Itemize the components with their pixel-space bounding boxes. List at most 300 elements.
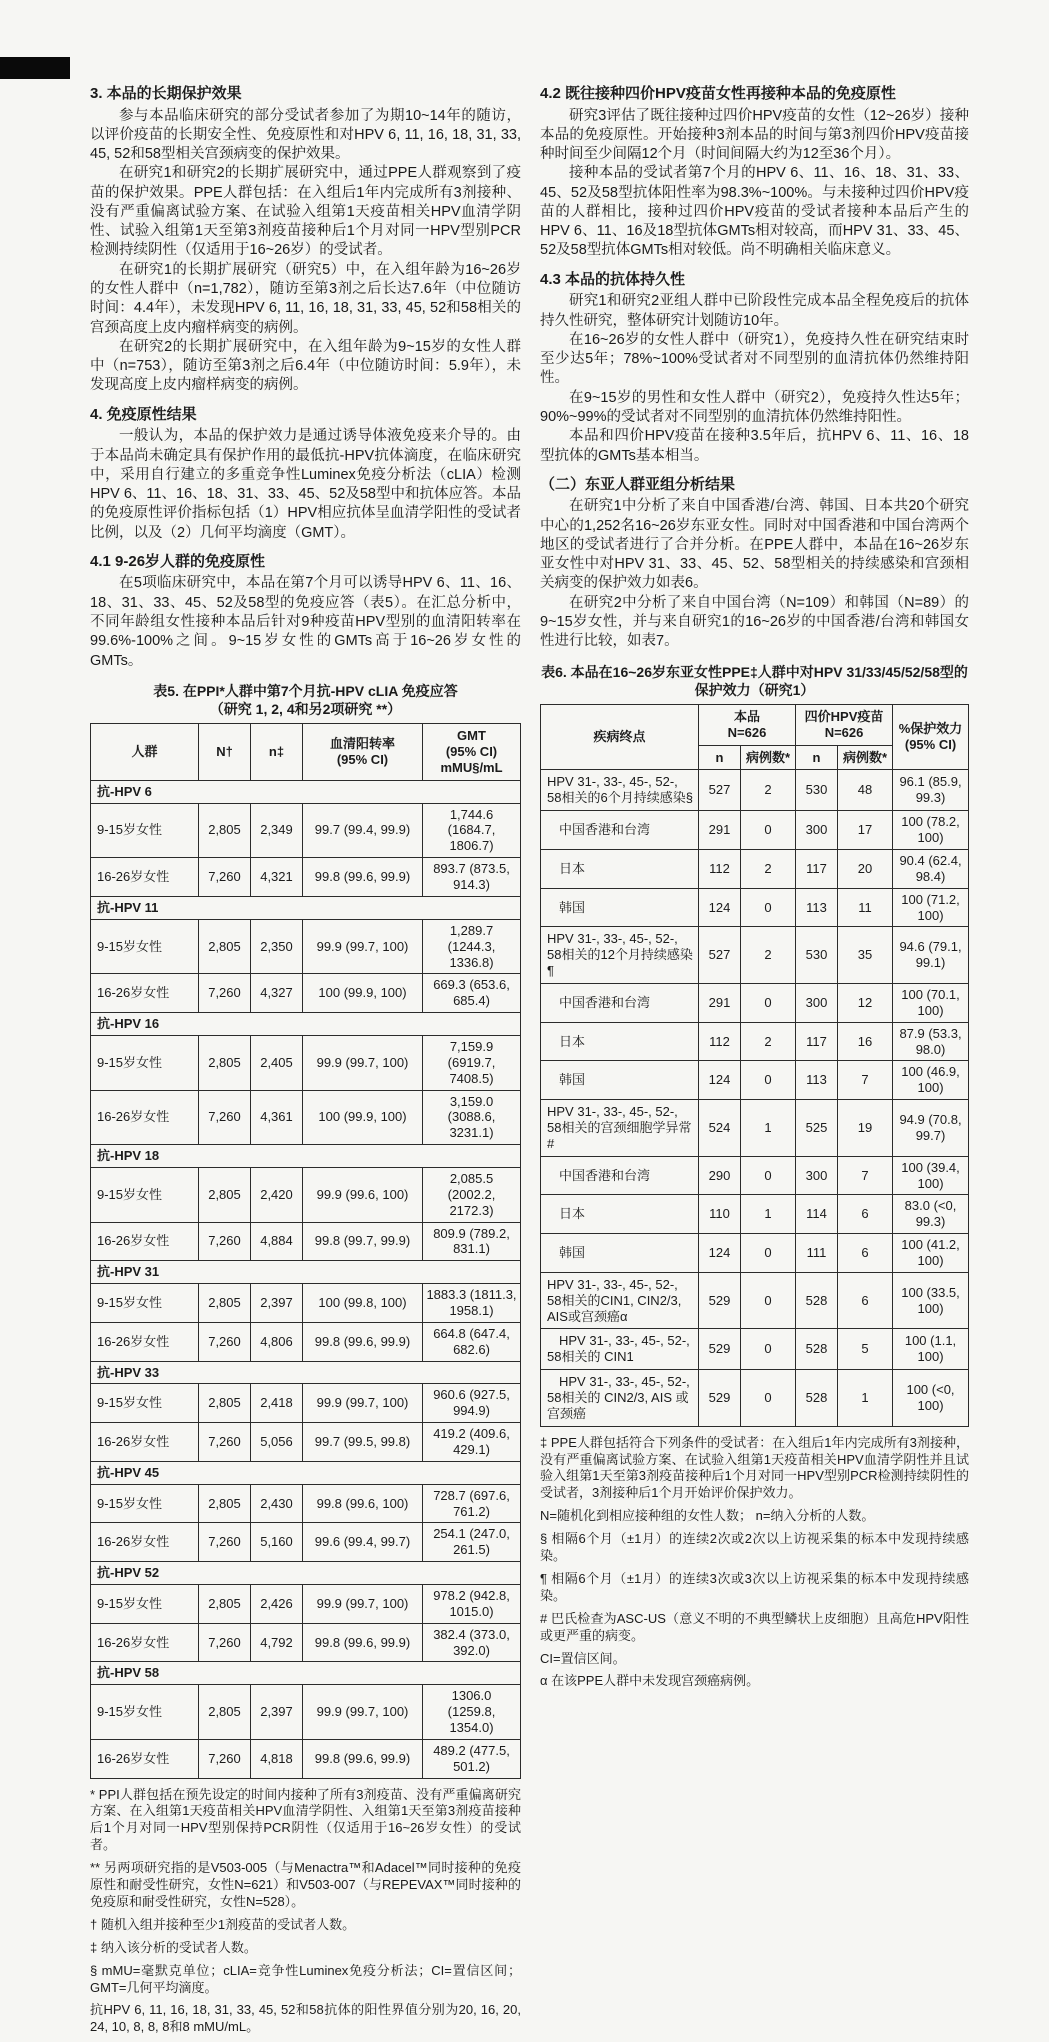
table-row xyxy=(91,1523,521,1562)
value-cell: 300 xyxy=(796,983,838,1022)
table5-group-label: 抗-HPV 31 xyxy=(91,1261,521,1284)
value-cell: 529 xyxy=(699,1329,741,1370)
value-cell: 0 xyxy=(741,811,796,850)
table5-col-population: 人群 xyxy=(91,724,199,781)
endpoint-cell: 中国香港和台湾 xyxy=(541,1156,699,1195)
value-cell: 2,349 xyxy=(251,803,303,858)
value-cell: 100 (99.9, 100) xyxy=(303,1090,423,1145)
paragraph: 在研究2的长期扩展研究中，在入组年龄为9~15岁的女性人群中（n=753），随访至第3剂之后6.4年（中位随访时间：5.9年），未发现高度上皮内瘤样病变的病例。 xyxy=(90,338,521,394)
table-row xyxy=(541,1195,969,1234)
table5-group-row xyxy=(91,1261,521,1284)
table-row xyxy=(541,888,969,927)
value-cell: 0 xyxy=(741,1272,796,1329)
value-cell: 254.1 (247.0, 261.5) xyxy=(423,1523,521,1562)
value-cell: 20 xyxy=(838,849,893,888)
table5-group-row xyxy=(91,1461,521,1484)
table-row xyxy=(541,1022,969,1061)
population-cell: 16-26岁女性 xyxy=(91,1423,199,1462)
table5-group-label: 抗-HPV 33 xyxy=(91,1361,521,1384)
value-cell: 11 xyxy=(838,888,893,927)
table6-col-qhpv: 四价HPV疫苗 N=626 xyxy=(796,704,893,745)
table-row xyxy=(541,983,969,1022)
value-cell: 3,159.0 (3088.6, 3231.1) xyxy=(423,1090,521,1145)
value-cell: 1 xyxy=(741,1195,796,1234)
value-cell: 100 (71.2, 100) xyxy=(893,888,969,927)
value-cell: 117 xyxy=(796,1022,838,1061)
paragraph: 一般认为，本品的保护效力是通过诱导体液免疫来介导的。由于本品尚未确定具有保护作用的最低抗-HPV抗体滴度，在临床研究中，采用自行建立的多重竞争性Luminex免疫分析法（cLIA）检测HPV 6、11、16、18、31、33、45、52及58型中和抗体应答。本品的免疫原性评价指标包括（1）HPV相应抗体呈血清学阳性的受试者比例，以及（2）几何平均滴度（GMT）。 xyxy=(90,428,521,541)
table5-group-row xyxy=(91,896,521,919)
value-cell: 99.9 (99.7, 100) xyxy=(303,1585,423,1624)
value-cell: 100 (<0, 100) xyxy=(893,1370,969,1427)
value-cell: 94.9 (70.8, 99.7) xyxy=(893,1100,969,1157)
value-cell: 1,744.6 (1684.7, 1806.7) xyxy=(423,803,521,858)
value-cell: 96.1 (85.9, 99.3) xyxy=(893,770,969,811)
value-cell: 4,792 xyxy=(251,1623,303,1662)
footnote: ¶ 相隔6个月（±1月）的连续3次或3次以上访视采集的标本中发现持续感染。 xyxy=(540,1570,969,1603)
value-cell: 7,260 xyxy=(199,1090,251,1145)
value-cell: 100 (46.9, 100) xyxy=(893,1061,969,1100)
value-cell: 0 xyxy=(741,1329,796,1370)
endpoint-cell: HPV 31-, 33-, 45-, 52-, 58相关的6个月持续感染§ xyxy=(541,770,699,811)
value-cell: 87.9 (53.3, 98.0) xyxy=(893,1022,969,1061)
value-cell: 99.8 (99.6, 99.9) xyxy=(303,1739,423,1778)
table-row xyxy=(91,1284,521,1323)
table5-group-label: 抗-HPV 58 xyxy=(91,1662,521,1685)
value-cell: 117 xyxy=(796,849,838,888)
population-cell: 9-15岁女性 xyxy=(91,1484,199,1523)
table6 xyxy=(540,704,969,1427)
footnote: CI=置信区间。 xyxy=(540,1650,626,1666)
population-cell: 16-26岁女性 xyxy=(91,1523,199,1562)
table5-group-label: 抗-HPV 16 xyxy=(91,1013,521,1036)
table5-group-row xyxy=(91,780,521,803)
table6-title-line1: 表6. 本品在16~26岁东亚女性PPE‡人群中对HPV 31/33/45/52/58型的 xyxy=(541,663,968,680)
table6-body xyxy=(541,770,969,1426)
population-cell: 9-15岁女性 xyxy=(91,919,199,974)
value-cell: 112 xyxy=(699,1022,741,1061)
endpoint-cell: 日本 xyxy=(541,1022,699,1061)
value-cell: 7,159.9 (6919.7, 7408.5) xyxy=(423,1035,521,1090)
table-row xyxy=(91,1167,521,1222)
value-cell: 6 xyxy=(838,1272,893,1329)
value-cell: 291 xyxy=(699,811,741,850)
value-cell: 99.9 (99.7, 100) xyxy=(303,1035,423,1090)
endpoint-cell: HPV 31-, 33-, 45-, 52-, 58相关的12个月持续感染¶ xyxy=(541,927,699,984)
section-4-2-paragraphs xyxy=(540,107,969,261)
value-cell: 525 xyxy=(796,1100,838,1157)
value-cell: 2 xyxy=(741,849,796,888)
value-cell: 530 xyxy=(796,927,838,984)
table-row xyxy=(91,1623,521,1662)
table5-group-label: 抗-HPV 11 xyxy=(91,896,521,919)
value-cell: 382.4 (373.0, 392.0) xyxy=(423,1623,521,1662)
paragraph: 在研究1和研究2的长期扩展研究中，通过PPE人群观察到了疫苗的保护效果。PPE人群包括：在入组后1年内完成所有3剂接种、没有严重偏离试验方案、在试验入组第1天疫苗相关HPV血清学阴性、试验入组第1天至第3剂疫苗接种后1个月对同一HPV型别PCR检测持续阴性（仅适用于16~26岁）的受试者。 xyxy=(90,165,521,259)
value-cell: 529 xyxy=(699,1272,741,1329)
value-cell: 7,260 xyxy=(199,974,251,1013)
paragraph: 接种本品的受试者第7个月的HPV 6、11、16、18、31、33、45、52及58型抗体阳性率为98.3%~100%。与未接种过四价HPV疫苗的人群相比，接种过四价HPV疫苗的受试者接种本品后产生的HPV 6、11、16及18型抗体GMTs相对较高，而HPV 31、33、45、52及58型抗体GMTs相对较低。尚不明确相关临床意义。 xyxy=(540,165,969,259)
value-cell: 728.7 (697.6, 761.2) xyxy=(423,1484,521,1523)
table-row xyxy=(541,1156,969,1195)
table-row xyxy=(91,803,521,858)
value-cell: 528 xyxy=(796,1329,838,1370)
value-cell: 6 xyxy=(838,1195,893,1234)
value-cell: 2 xyxy=(741,770,796,811)
population-cell: 16-26岁女性 xyxy=(91,1222,199,1261)
value-cell: 1 xyxy=(838,1370,893,1427)
table-row xyxy=(91,1222,521,1261)
value-cell: 2,418 xyxy=(251,1384,303,1423)
population-cell: 9-15岁女性 xyxy=(91,1035,199,1090)
endpoint-cell: 韩国 xyxy=(541,1061,699,1100)
right-column xyxy=(540,84,969,1696)
section-east-asia-heading: （二）东亚人群亚组分析结果 xyxy=(540,475,736,493)
value-cell: 7 xyxy=(838,1156,893,1195)
endpoint-cell: HPV 31-, 33-, 45-, 52-, 58相关的CIN1, CIN2/3, AIS或宫颈癌α xyxy=(541,1272,699,1329)
endpoint-cell: 日本 xyxy=(541,849,699,888)
table5-group-row xyxy=(91,1013,521,1036)
table-row xyxy=(91,1322,521,1361)
table-row xyxy=(91,1739,521,1778)
table5-group-label: 抗-HPV 6 xyxy=(91,780,521,803)
population-cell: 9-15岁女性 xyxy=(91,803,199,858)
footnote: α 在该PPE人群中未发现宫颈癌病例。 xyxy=(540,1673,760,1689)
endpoint-cell: 韩国 xyxy=(541,888,699,927)
value-cell: 5,056 xyxy=(251,1423,303,1462)
table6-title-line2: 保护效力（研究1） xyxy=(694,681,815,698)
population-cell: 9-15岁女性 xyxy=(91,1284,199,1323)
value-cell: 300 xyxy=(796,811,838,850)
value-cell: 2 xyxy=(741,927,796,984)
footnote: ‡ 纳入该分析的受试者人数。 xyxy=(90,1939,257,1955)
value-cell: 669.3 (653.6, 685.4) xyxy=(423,974,521,1013)
table-row xyxy=(91,1685,521,1740)
population-cell: 16-26岁女性 xyxy=(91,1623,199,1662)
table-row xyxy=(541,770,969,811)
value-cell: 2,805 xyxy=(199,803,251,858)
value-cell: 2 xyxy=(741,1022,796,1061)
value-cell: 4,321 xyxy=(251,858,303,897)
value-cell: 419.2 (409.6, 429.1) xyxy=(423,1423,521,1462)
value-cell: 19 xyxy=(838,1100,893,1157)
table5-col-seroconversion: 血清阳转率 (95% CI) xyxy=(303,724,423,781)
left-column xyxy=(90,84,521,2042)
value-cell: 524 xyxy=(699,1100,741,1157)
section-4-1-heading: 4.1 9-26岁人群的免疫原性 xyxy=(90,552,266,570)
section-4-1-paragraphs xyxy=(90,574,521,670)
value-cell: 94.6 (79.1, 99.1) xyxy=(893,927,969,984)
table6-header-row-1 xyxy=(541,704,969,745)
value-cell: 489.2 (477.5, 501.2) xyxy=(423,1739,521,1778)
value-cell: 4,884 xyxy=(251,1222,303,1261)
value-cell: 978.2 (942.8, 1015.0) xyxy=(423,1585,521,1624)
population-cell: 9-15岁女性 xyxy=(91,1585,199,1624)
table-row xyxy=(541,927,969,984)
value-cell: 300 xyxy=(796,1156,838,1195)
table-row xyxy=(91,1035,521,1090)
table5-title-line1: 表5. 在PPI*人群中第7个月抗-HPV cLIA 免疫应答 xyxy=(153,682,458,699)
value-cell: 2,397 xyxy=(251,1685,303,1740)
value-cell: 664.8 (647.4, 682.6) xyxy=(423,1322,521,1361)
value-cell: 960.6 (927.5, 994.9) xyxy=(423,1384,521,1423)
value-cell: 113 xyxy=(796,888,838,927)
value-cell: 2,805 xyxy=(199,1685,251,1740)
value-cell: 114 xyxy=(796,1195,838,1234)
section-4-2-heading: 4.2 既往接种四价HPV疫苗女性再接种本品的免疫原性 xyxy=(540,85,896,102)
value-cell: 35 xyxy=(838,927,893,984)
value-cell: 99.9 (99.7, 100) xyxy=(303,919,423,974)
table-row xyxy=(91,1090,521,1145)
footnote: N=随机化到相应接种组的女性人数； n=纳入分析的人数。 xyxy=(540,1508,875,1524)
value-cell: 124 xyxy=(699,1061,741,1100)
value-cell: 17 xyxy=(838,811,893,850)
section-3-paragraphs xyxy=(90,107,521,396)
endpoint-cell: HPV 31-, 33-, 45-, 52-, 58相关的 CIN1 xyxy=(541,1329,699,1370)
value-cell: 0 xyxy=(741,1061,796,1100)
value-cell: 4,361 xyxy=(251,1090,303,1145)
table6-subcol-n1: n xyxy=(699,745,741,770)
table5-col-n: n‡ xyxy=(251,724,303,781)
print-registration-mark xyxy=(0,57,70,79)
value-cell: 527 xyxy=(699,770,741,811)
table5-title-line2: （研究 1, 2, 4和另2项研究 **） xyxy=(209,701,402,717)
endpoint-cell: HPV 31-, 33-, 45-, 52-, 58相关的 CIN2/3, AIS 或宫颈癌 xyxy=(541,1370,699,1427)
value-cell: 2,430 xyxy=(251,1484,303,1523)
population-cell: 16-26岁女性 xyxy=(91,1322,199,1361)
table5-group-row xyxy=(91,1145,521,1168)
table6-col-efficacy: %保护效力 (95% CI) xyxy=(893,704,969,770)
value-cell: 0 xyxy=(741,983,796,1022)
paragraph: 在5项临床研究中，本品在第7个月可以诱导HPV 6、11、16、18、31、33、45、52及58型的免疫应答（表5）。在汇总分析中，不同年龄组女性接种本品后针对9种疫苗HPV型别的血清阳转率在99.6%-100%之间。9~15岁女性的GMTs高于16~26岁女性的GMTs。 xyxy=(90,575,521,669)
table-row xyxy=(91,858,521,897)
endpoint-cell: 中国香港和台湾 xyxy=(541,983,699,1022)
value-cell: 111 xyxy=(796,1234,838,1273)
table5-body xyxy=(91,780,521,1778)
footnote: † 随机入组并接种至少1剂疫苗的受试者人数。 xyxy=(90,1916,356,1932)
value-cell: 99.8 (99.6, 100) xyxy=(303,1484,423,1523)
table5-header-row xyxy=(91,724,521,781)
paragraph: 研究1和研究2亚组人群中已阶段性完成本品全程免疫后的抗体持久性研究，整体研究计划随访10年。 xyxy=(540,293,969,329)
table5-col-N: N† xyxy=(199,724,251,781)
value-cell: 124 xyxy=(699,888,741,927)
value-cell: 2,805 xyxy=(199,1035,251,1090)
table5-group-row xyxy=(91,1662,521,1685)
value-cell: 0 xyxy=(741,1234,796,1273)
endpoint-cell: 中国香港和台湾 xyxy=(541,811,699,850)
section-4-3-paragraphs xyxy=(540,292,969,466)
footnote: ‡ PPE人群包括符合下列条件的受试者：在入组后1年内完成所有3剂接种，没有严重偏离试验方案、在试验入组第1天疫苗相关HPV血清学阴性并且试验入组第1天至第3剂疫苗接种后1个月对同一HPV型别PCR检测持续阴性的受试者，3剂接种后1个月开始评价保护效力。 xyxy=(540,1434,969,1501)
value-cell: 290 xyxy=(699,1156,741,1195)
value-cell: 100 (41.2, 100) xyxy=(893,1234,969,1273)
value-cell: 2,805 xyxy=(199,1484,251,1523)
value-cell: 529 xyxy=(699,1370,741,1427)
table-row xyxy=(541,1272,969,1329)
value-cell: 5 xyxy=(838,1329,893,1370)
value-cell: 893.7 (873.5, 914.3) xyxy=(423,858,521,897)
value-cell: 100 (70.1, 100) xyxy=(893,983,969,1022)
paragraph: 参与本品临床研究的部分受试者参加了为期10~14年的随访，以评价疫苗的长期安全性、免疫原性和对HPV 6, 11, 16, 18, 31, 33, 45, 52和58型相关宫颈病变的保护效果。 xyxy=(90,107,521,163)
value-cell: 100 (78.2, 100) xyxy=(893,811,969,850)
value-cell: 809.9 (789.2, 831.1) xyxy=(423,1222,521,1261)
table5-group-label: 抗-HPV 18 xyxy=(91,1145,521,1168)
value-cell: 528 xyxy=(796,1370,838,1427)
section-4-heading: 4. 免疫原性结果 xyxy=(90,405,197,423)
table5-footnotes xyxy=(90,1787,521,2037)
value-cell: 99.8 (99.6, 99.9) xyxy=(303,1322,423,1361)
table6-title xyxy=(540,663,969,699)
section-east-asia-paragraphs xyxy=(540,497,969,651)
value-cell: 1,289.7 (1244.3, 1336.8) xyxy=(423,919,521,974)
table5-group-row xyxy=(91,1361,521,1384)
value-cell: 528 xyxy=(796,1272,838,1329)
population-cell: 16-26岁女性 xyxy=(91,974,199,1013)
endpoint-cell: HPV 31-, 33-, 45-, 52-, 58相关的宫颈细胞学异常# xyxy=(541,1100,699,1157)
paragraph: 在研究1中分析了来自中国香港/台湾、韩国、日本共20个研究中心的1,252名16~26岁东亚女性。同时对中国香港和中国台湾两个地区的受试者进行了合并分析。在PPE人群中，本品在16~26岁东亚女性中对HPV 31、33、45、52、58型相关的持续感染和宫颈相关病变的保护效力如表6。 xyxy=(540,498,969,592)
value-cell: 100 (1.1, 100) xyxy=(893,1329,969,1370)
value-cell: 2,805 xyxy=(199,1585,251,1624)
value-cell: 1883.3 (1811.3, 1958.1) xyxy=(423,1284,521,1323)
paragraph: 在研究1的长期扩展研究（研究5）中，在入组年龄为16~26岁的女性人群中（n=1,782），随访至第3剂之后长达7.6年（中位随访时间：4.4年），未发现HPV 6, 11, 16, 18, 31, 33, 45, 52和58相关的宫颈高度上皮内瘤样病变的病例。 xyxy=(90,261,521,336)
value-cell: 2,805 xyxy=(199,1284,251,1323)
table-row xyxy=(541,849,969,888)
table6-subcol-cases1: 病例数* xyxy=(741,745,796,770)
paragraph: 研究3评估了既往接种过四价HPV疫苗的女性（12~26岁）接种本品的免疫原性。开始接种3剂本品的时间与第3剂四价HPV疫苗接种时间至少间隔12个月（时间间隔大约为12至36个月）。 xyxy=(540,107,969,163)
value-cell: 2,350 xyxy=(251,919,303,974)
value-cell: 2,397 xyxy=(251,1284,303,1323)
table5 xyxy=(90,723,521,1778)
footnote: ** 另两项研究指的是V503-005（与Menactra™和Adacel™同时接种的免疫原性和耐受性研究，女性N=621）和V503-007（与REPEVAX™同时接种的免疫原和耐受性研究，女性N=528）。 xyxy=(90,1860,521,1909)
value-cell: 7 xyxy=(838,1061,893,1100)
table6-col-product: 本品 N=626 xyxy=(699,704,796,745)
value-cell: 2,085.5 (2002.2, 2172.3) xyxy=(423,1167,521,1222)
value-cell: 2,420 xyxy=(251,1167,303,1222)
table5-group-label: 抗-HPV 52 xyxy=(91,1562,521,1585)
paragraph: 在研究2中分析了来自中国台湾（N=109）和韩国（N=89）的9~15岁女性，并与来自研究1的16~26岁的中国香港/台湾和韩国女性进行比较，如表7。 xyxy=(540,594,969,650)
value-cell: 48 xyxy=(838,770,893,811)
value-cell: 7,260 xyxy=(199,1423,251,1462)
value-cell: 112 xyxy=(699,849,741,888)
value-cell: 7,260 xyxy=(199,1623,251,1662)
table-row xyxy=(91,1484,521,1523)
population-cell: 9-15岁女性 xyxy=(91,1685,199,1740)
value-cell: 99.6 (99.4, 99.7) xyxy=(303,1523,423,1562)
value-cell: 0 xyxy=(741,888,796,927)
value-cell: 99.7 (99.5, 99.8) xyxy=(303,1423,423,1462)
value-cell: 12 xyxy=(838,983,893,1022)
population-cell: 16-26岁女性 xyxy=(91,858,199,897)
value-cell: 527 xyxy=(699,927,741,984)
value-cell: 99.9 (99.6, 100) xyxy=(303,1167,423,1222)
value-cell: 7,260 xyxy=(199,1523,251,1562)
table-row xyxy=(541,1234,969,1273)
value-cell: 99.8 (99.6, 99.9) xyxy=(303,858,423,897)
table-row xyxy=(541,1100,969,1157)
value-cell: 99.9 (99.7, 100) xyxy=(303,1384,423,1423)
value-cell: 83.0 (<0, 99.3) xyxy=(893,1195,969,1234)
value-cell: 7,260 xyxy=(199,1322,251,1361)
value-cell: 99.7 (99.4, 99.9) xyxy=(303,803,423,858)
table6-subcol-n2: n xyxy=(796,745,838,770)
value-cell: 113 xyxy=(796,1061,838,1100)
value-cell: 124 xyxy=(699,1234,741,1273)
value-cell: 4,327 xyxy=(251,974,303,1013)
table-row xyxy=(91,1384,521,1423)
value-cell: 2,426 xyxy=(251,1585,303,1624)
value-cell: 100 (99.9, 100) xyxy=(303,974,423,1013)
footnote: § mMU=毫默克单位；cLIA=竞争性Luminex免疫分析法；CI=置信区间；GMT=几何平均滴度。 xyxy=(90,1962,521,1995)
value-cell: 16 xyxy=(838,1022,893,1061)
footnote: § 相隔6个月（±1月）的连续2次或2次以上访视采集的标本中发现持续感染。 xyxy=(540,1531,969,1564)
value-cell: 530 xyxy=(796,770,838,811)
table-row xyxy=(541,811,969,850)
footnote: * PPI人群包括在预先设定的时间内接种了所有3剂疫苗、没有严重偏离研究方案、在入组第1天疫苗相关HPV血清学阴性、入组第1天至第3剂疫苗接种后1个月对同一HPV型别保持PCR阴性（仅适用于16~26岁女性）的受试者。 xyxy=(90,1786,521,1853)
table6-col-endpoint: 疾病终点 xyxy=(541,704,699,770)
value-cell: 6 xyxy=(838,1234,893,1273)
value-cell: 4,806 xyxy=(251,1322,303,1361)
value-cell: 5,160 xyxy=(251,1523,303,1562)
population-cell: 16-26岁女性 xyxy=(91,1739,199,1778)
endpoint-cell: 韩国 xyxy=(541,1234,699,1273)
value-cell: 99.9 (99.7, 100) xyxy=(303,1685,423,1740)
value-cell: 2,805 xyxy=(199,919,251,974)
value-cell: 100 (99.8, 100) xyxy=(303,1284,423,1323)
table-row xyxy=(541,1329,969,1370)
table6-subcol-cases2: 病例数* xyxy=(838,745,893,770)
value-cell: 100 (33.5, 100) xyxy=(893,1272,969,1329)
value-cell: 100 (39.4, 100) xyxy=(893,1156,969,1195)
value-cell: 4,818 xyxy=(251,1739,303,1778)
value-cell: 291 xyxy=(699,983,741,1022)
section-4-3-heading: 4.3 本品的抗体持久性 xyxy=(540,270,686,288)
table5-title xyxy=(90,682,521,718)
value-cell: 2,805 xyxy=(199,1167,251,1222)
population-cell: 9-15岁女性 xyxy=(91,1384,199,1423)
population-cell: 9-15岁女性 xyxy=(91,1167,199,1222)
value-cell: 99.8 (99.6, 99.9) xyxy=(303,1623,423,1662)
paragraph: 在16~26岁的女性人群中（研究1），免疫持久性在研究结束时至少达5年；78%~100%受试者对不同型别的血清抗体仍然维持阳性。 xyxy=(540,331,969,387)
value-cell: 99.8 (99.7, 99.9) xyxy=(303,1222,423,1261)
value-cell: 7,260 xyxy=(199,1222,251,1261)
endpoint-cell: 日本 xyxy=(541,1195,699,1234)
section-4-paragraphs xyxy=(90,427,521,543)
value-cell: 7,260 xyxy=(199,1739,251,1778)
value-cell: 1 xyxy=(741,1100,796,1157)
section-3-heading: 3. 本品的长期保护效果 xyxy=(90,85,242,102)
value-cell: 0 xyxy=(741,1370,796,1427)
value-cell: 2,405 xyxy=(251,1035,303,1090)
table-row xyxy=(91,1423,521,1462)
table-row xyxy=(91,974,521,1013)
table-row xyxy=(541,1370,969,1427)
table-row xyxy=(91,919,521,974)
value-cell: 1306.0 (1259.8, 1354.0) xyxy=(423,1685,521,1740)
table6-footnotes xyxy=(540,1435,969,1691)
value-cell: 110 xyxy=(699,1195,741,1234)
table5-group-row xyxy=(91,1562,521,1585)
footnote: 抗HPV 6, 11, 16, 18, 31, 33, 45, 52和58抗体的阳性界值分别为20, 16, 20, 24, 10, 8, 8, 8和8 mMU/mL。 xyxy=(90,2002,521,2035)
table5-col-gmt: GMT (95% CI) mMU§/mL xyxy=(423,724,521,781)
population-cell: 16-26岁女性 xyxy=(91,1090,199,1145)
paragraph: 在9~15岁的男性和女性人群中（研究2），免疫持久性达5年；90%~99%的受试者对不同型别的血清抗体仍然维持阳性。 xyxy=(540,389,969,425)
value-cell: 2,805 xyxy=(199,1384,251,1423)
table-row xyxy=(91,1585,521,1624)
paragraph: 本品和四价HPV疫苗在接种3.5年后，抗HPV 6、11、16、18型抗体的GMTs基本相当。 xyxy=(540,428,969,464)
value-cell: 90.4 (62.4, 98.4) xyxy=(893,849,969,888)
table-row xyxy=(541,1061,969,1100)
table5-group-label: 抗-HPV 45 xyxy=(91,1461,521,1484)
value-cell: 7,260 xyxy=(199,858,251,897)
footnote: # 巴氏检查为ASC-US（意义不明的不典型鳞状上皮细胞）且高危HPV阳性或更严重的病变。 xyxy=(540,1610,969,1643)
value-cell: 0 xyxy=(741,1156,796,1195)
